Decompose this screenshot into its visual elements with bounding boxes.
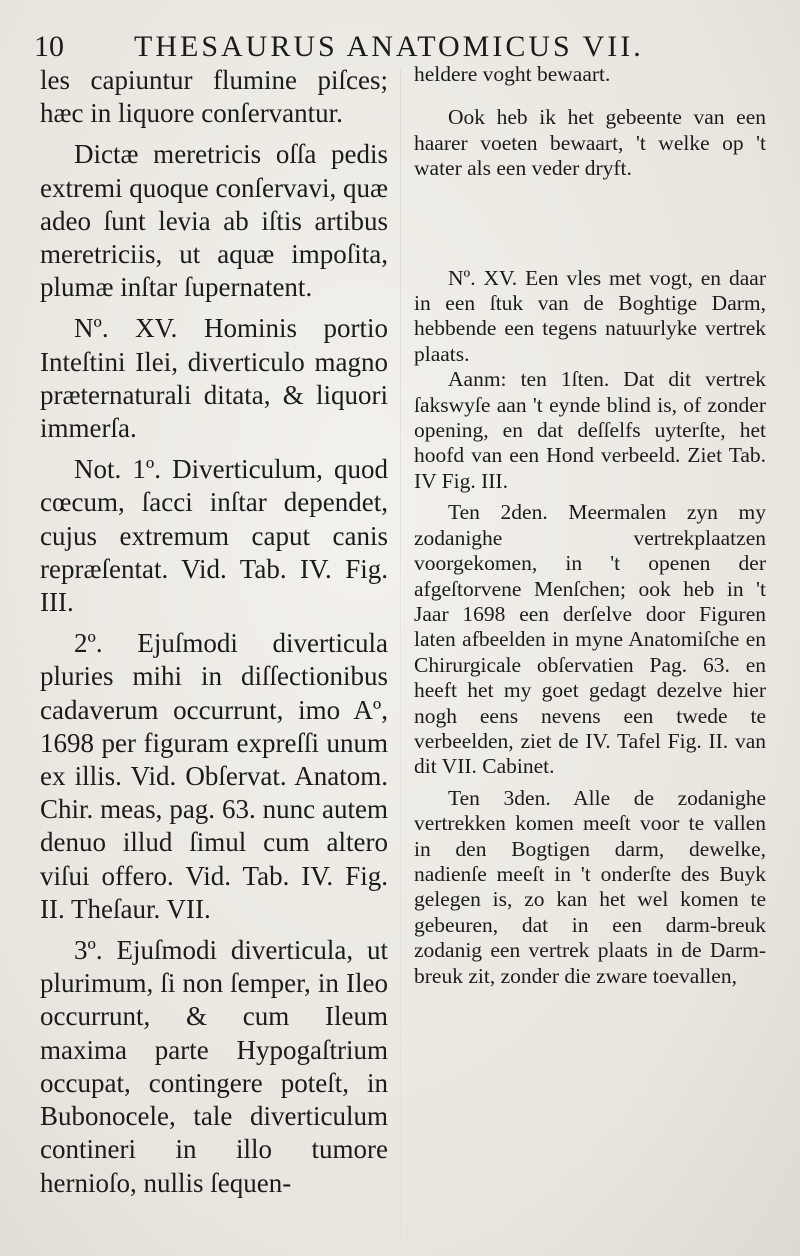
- latin-paragraph-3: Nº. XV. Hominis portio Inteſtini Ilei, diverticulo magno præternaturali ditata, & liquori immerſa.: [40, 313, 388, 444]
- latin-paragraph-1: les capiuntur flumine piſces; hæc in liquore conſervantur.: [40, 65, 388, 129]
- dutch-paragraph-5: Ten 2den. Meermalen zyn my zodanighe vertrekplaatzen voorgekomen, in 't openen der afgeſtorvene Menſchen; ook heb in 't Jaar 1698 een derſelve door Figuren laten afbeelden in myne Anatomiſche en Chirurgicale obſervatien Pag. 63. en heeft het my goet gedagt dezelve hier nogh eens nevens een twede te verbeelden, ziet de IV. Tafel Fig. II. van dit VII. Cabinet.: [414, 500, 766, 779]
- latin-paragraph-5: 2º. Ejuſmodi diverticula pluries mihi in diſſectionibus cadaverum occurrunt, imo Aº, 1698 per figuram expreſſi unum ex illis. Vid. Obſervat. Anatom. Chir. meas, pag. 63. nunc autem denuo illud ſimul cum altero viſui offero. Vid. Tab. IV. Fig. II. Theſaur. VII.: [40, 628, 388, 924]
- dutch-paragraph-3: Nº. XV. Een vles met vogt, en daar in een ſtuk van de Boghtige Darm, hebbende een tegens natuurlyke vertrek plaats.: [414, 265, 766, 366]
- latin-paragraph-2: Dictæ meretricis oſſa pedis extremi quoque conſervavi, quæ adeo ſunt levia ab iſtis artibus meretriciis, ut aquæ impoſita, plumæ inſtar ſupernatent.: [40, 139, 388, 303]
- dutch-column: [414, 62, 766, 989]
- dutch-paragraph-2: Ook heb ik het gebeente van een haarer voeten bewaart, 't welke op 't water als een veder dryft.: [414, 105, 766, 181]
- dutch-paragraph-1: heldere voght bewaart.: [414, 62, 611, 86]
- latin-paragraph-6: 3º. Ejuſmodi diverticula, ut plurimum, ſi non ſemper, in Ileo occurrunt, & cum Ileum maxima parte Hypogaſtrium occupat, contingere poteſt, in Bubonocele, tale diverticulum contineri in illo tumore hernioſo, nullis ſequen-: [40, 935, 388, 1198]
- dutch-paragraph-6: Ten 3den. Alle de zodanighe vertrekken komen meeſt voor te vallen in den Bogtigen darm, dewelke, nadienſe meeſt in 't onderſte des Buyk gelegen is, zo kan het wel komen te gebeuren, dat in een darm-breuk zodanig een vertrek plaats in de Darm-breuk zit, zonder die zware toevallen,: [414, 785, 766, 988]
- page-number: 10: [34, 30, 64, 63]
- running-title: THESAURUS ANATOMICUS VII.: [134, 30, 644, 63]
- dutch-paragraph-4: Aanm: ten 1ſten. Dat dit vertrek ſakswyſe aan 't eynde blind is, of zonder opening, en dat deſſelfs uyterſte, het hoofd van een Hond verbeeld. Ziet Tab. IV Fig. III.: [414, 367, 766, 493]
- column-divider: [400, 70, 401, 1240]
- latin-paragraph-4: Not. 1º. Diverticulum, quod cœcum, ſacci inſtar dependet, cujus extremum caput canis repræſentat. Vid. Tab. IV. Fig. III.: [40, 454, 388, 618]
- latin-column: [40, 64, 388, 1200]
